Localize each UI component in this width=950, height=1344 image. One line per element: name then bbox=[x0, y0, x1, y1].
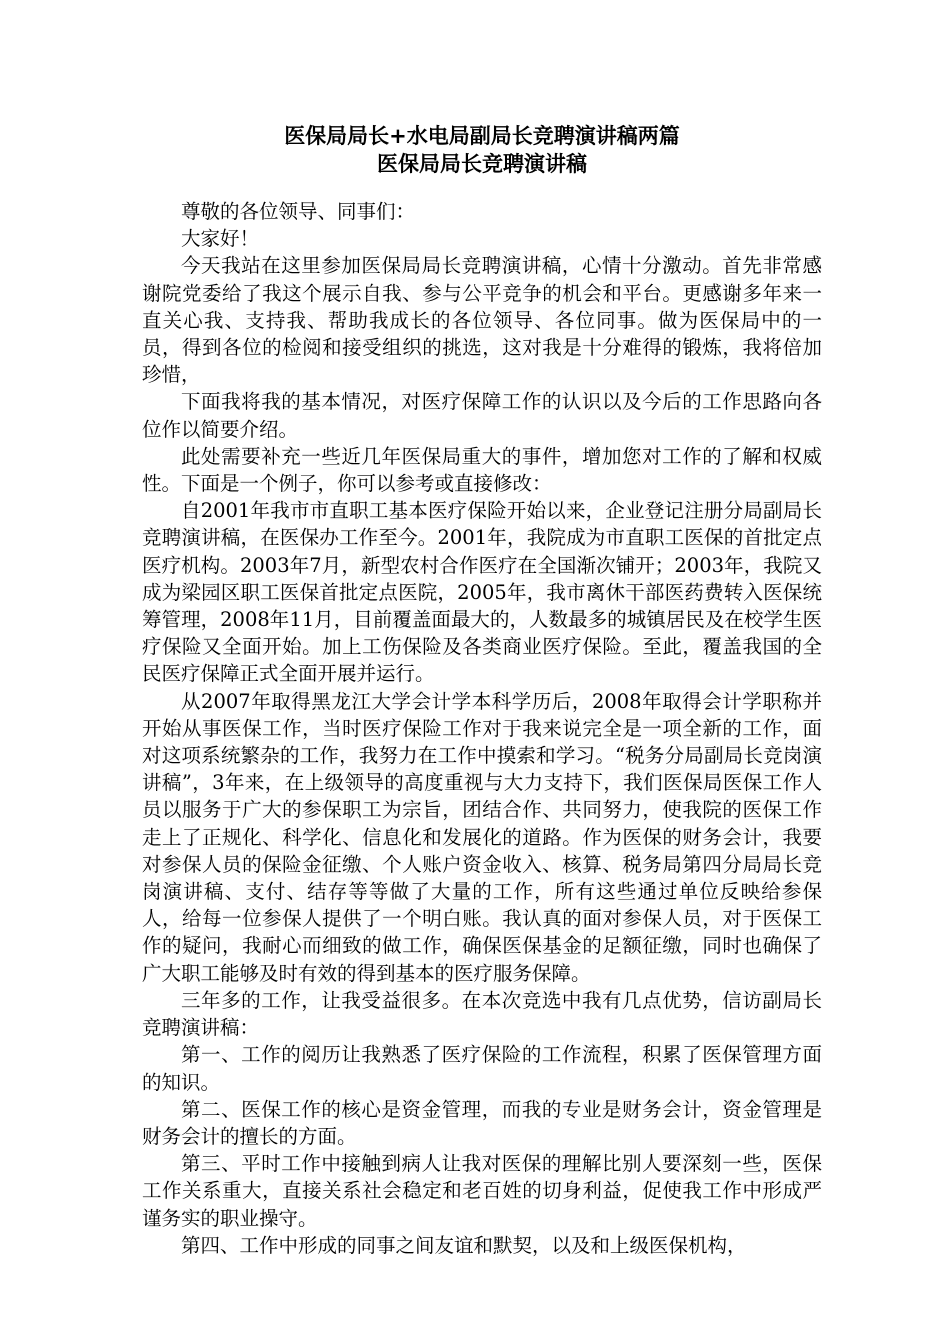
paragraph: 第二、医保工作的核心是资金管理，而我的专业是财务会计，资金管理是财务会计的擅长的方面。 bbox=[142, 1097, 822, 1148]
paragraph-salutation: 尊敬的各位领导、同事们： bbox=[181, 200, 416, 223]
paragraph: 第一、工作的阅历让我熟悉了医疗保险的工作流程，积累了医保管理方面的知识。 bbox=[142, 1043, 822, 1094]
paragraph: 今天我站在这里参加医保局局长竞聘演讲稿，心情十分激动。首先非常感谢院党委给了我这个展示自我、参与公平竞争的机会和平台。更感谢多年来一直关心我、支持我、帮助我成长的各位领导、各位同事。做为医保局中的一员，得到各位的检阅和接受组织的挑选，这对我是十分难得的锻炼，我将倍加珍惜， bbox=[142, 254, 822, 387]
document-title: 医保局局长+水电局副局长竞聘演讲稿两篇 bbox=[284, 124, 680, 148]
paragraph: 第三、平时工作中接触到病人让我对医保的理解比别人要深刻一些，医保工作关系重大，直接关系社会稳定和老百姓的切身利益，促使我工作中形成严谨务实的职业操守。 bbox=[142, 1152, 822, 1230]
paragraph: 自2001年我市市直职工基本医疗保险开始以来，企业登记注册分局副局长竞聘演讲稿，在医保办工作至今。2001年，我院成为市直职工医保的首批定点医疗机构。2003年7月，新型农村合作医疗在全国渐次铺开；2003年，我院又成为梁园区职工医保首批定点医院，2005年，我市离休干部医药费转入医保统筹管理，2008年11月，目前覆盖面最大的，人数最多的城镇居民及在校学生医疗保险又全面开始。加上工伤保险及各类商业医疗保险。至此，覆盖我国的全民医疗保障正式全面开展并运行。 bbox=[142, 499, 822, 686]
paragraph-greeting: 大家好！ bbox=[181, 227, 260, 251]
document-body bbox=[142, 198, 822, 1259]
document-subtitle: 医保局局长竞聘演讲稿 bbox=[377, 152, 587, 176]
title-block bbox=[142, 122, 822, 178]
paragraph: 下面我将我的基本情况，对医疗保障工作的认识以及今后的工作思路向各位作以简要介绍。 bbox=[142, 390, 822, 441]
paragraph: 第四、工作中形成的同事之间友谊和默契，以及和上级医保机构， bbox=[181, 1233, 747, 1257]
paragraph: 三年多的工作，让我受益很多。在本次竞选中我有几点优势，信访副局长竞聘演讲稿： bbox=[142, 988, 822, 1040]
paragraph: 从2007年取得黑龙江大学会计学本科学历后，2008年取得会计学职称并开始从事医保工作，当时医疗保险工作对于我来说完全是一项全新的工作，面对这项系统繁杂的工作，我努力在工作中摸索和学习。“税务分局副局长竞岗演讲稿”，3年来，在上级领导的高度重视与大力支持下，我们医保局医保工作人员以服务于广大的参保职工为宗旨，团结合作、共同努力，使我院的医保工作走上了正规化、科学化、信息化和发展化的道路。作为医保的财务会计，我要对参保人员的保险金征缴、个人账户资金收入、核算、税务局第四分局局长竞岗演讲稿、支付、结存等等做了大量的工作，所有这些通过单位反映给参保人，给每一位参保人提供了一个明白账。我认真的面对参保人员，对于医保工作的疑问，我耐心而细致的做工作，确保医保基金的足额征缴，同时也确保了广大职工能够及时有效的得到基本的医疗服务保障。 bbox=[142, 689, 822, 985]
paragraph: 此处需要补充一些近几年医保局重大的事件，增加您对工作的了解和权威性。下面是一个例子，你可以参考或直接修改： bbox=[142, 444, 822, 496]
